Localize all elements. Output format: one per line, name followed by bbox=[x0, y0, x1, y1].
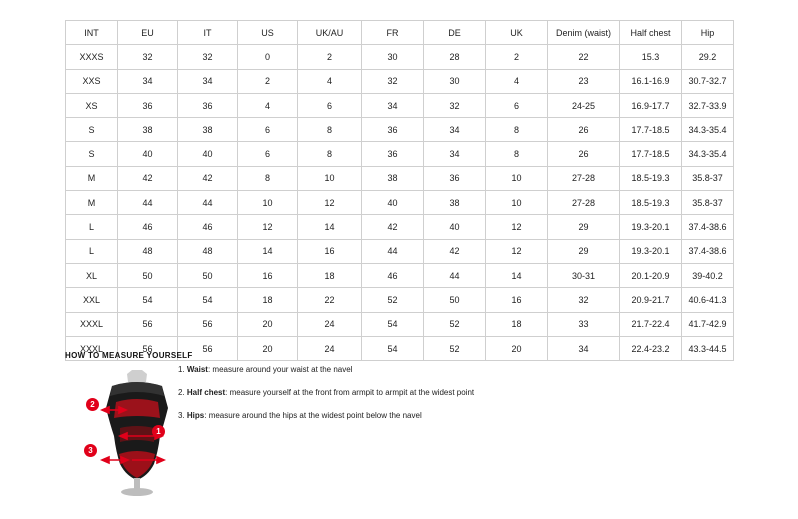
table-cell: 52 bbox=[424, 312, 486, 336]
column-header: DE bbox=[424, 21, 486, 45]
table-cell: 22 bbox=[298, 288, 362, 312]
table-cell: 29.2 bbox=[682, 45, 734, 69]
table-cell: 20 bbox=[238, 312, 298, 336]
table-row bbox=[66, 118, 734, 142]
table-cell: 56 bbox=[178, 336, 238, 360]
table-cell: 4 bbox=[298, 69, 362, 93]
table-row bbox=[66, 215, 734, 239]
table-cell: 16 bbox=[298, 239, 362, 263]
column-header: UK/AU bbox=[298, 21, 362, 45]
table-row bbox=[66, 312, 734, 336]
column-header: Denim (waist) bbox=[548, 21, 620, 45]
table-cell: XXXL bbox=[66, 336, 118, 360]
table-cell: 36 bbox=[118, 93, 178, 117]
table-cell: 38 bbox=[178, 118, 238, 142]
instruction-item-3 bbox=[178, 410, 598, 422]
table-cell: 56 bbox=[118, 336, 178, 360]
instruction-text: : measure around the hips at the widest point below the navel bbox=[204, 411, 422, 420]
table-cell: 40 bbox=[178, 142, 238, 166]
table-cell: 4 bbox=[486, 69, 548, 93]
table-cell: 19.3-20.1 bbox=[620, 239, 682, 263]
table-row bbox=[66, 166, 734, 190]
instruction-number: 3. bbox=[178, 411, 185, 420]
callout-marker-2: 2 bbox=[86, 398, 99, 411]
table-cell: 44 bbox=[424, 263, 486, 287]
table-cell: 10 bbox=[238, 191, 298, 215]
table-cell: 20.9-21.7 bbox=[620, 288, 682, 312]
table-cell: 12 bbox=[486, 215, 548, 239]
table-cell: 8 bbox=[486, 142, 548, 166]
table-cell: 34 bbox=[548, 336, 620, 360]
table-cell: 30 bbox=[362, 45, 424, 69]
table-cell: 2 bbox=[298, 45, 362, 69]
table-cell: 24 bbox=[298, 312, 362, 336]
table-cell: 26 bbox=[548, 142, 620, 166]
table-cell: 54 bbox=[118, 288, 178, 312]
table-cell: 12 bbox=[486, 239, 548, 263]
table-cell: 28 bbox=[424, 45, 486, 69]
table-cell: S bbox=[66, 142, 118, 166]
table-cell: 14 bbox=[486, 263, 548, 287]
table-cell: 40 bbox=[362, 191, 424, 215]
table-cell: 52 bbox=[424, 336, 486, 360]
instruction-number: 2. bbox=[178, 388, 185, 397]
table-cell: 46 bbox=[362, 263, 424, 287]
table-cell: 44 bbox=[118, 191, 178, 215]
table-cell: XXS bbox=[66, 69, 118, 93]
instruction-item-1 bbox=[178, 364, 598, 376]
table-row bbox=[66, 93, 734, 117]
table-cell: 50 bbox=[178, 263, 238, 287]
table-cell: 34 bbox=[362, 93, 424, 117]
table-cell: 40 bbox=[118, 142, 178, 166]
table-cell: 16 bbox=[238, 263, 298, 287]
instruction-text: : measure around your waist at the navel bbox=[207, 365, 353, 374]
table-cell: 30 bbox=[424, 69, 486, 93]
table-cell: 32.7-33.9 bbox=[682, 93, 734, 117]
table-cell: 22 bbox=[548, 45, 620, 69]
table-cell: 10 bbox=[486, 191, 548, 215]
table-cell: 34.3-35.4 bbox=[682, 118, 734, 142]
table-cell: 12 bbox=[298, 191, 362, 215]
table-cell: 10 bbox=[298, 166, 362, 190]
table-cell: 22.4-23.2 bbox=[620, 336, 682, 360]
instruction-term: Hips bbox=[186, 411, 205, 420]
measure-instructions bbox=[178, 364, 598, 433]
column-header: IT bbox=[178, 21, 238, 45]
table-cell: 50 bbox=[118, 263, 178, 287]
table-cell: 48 bbox=[118, 239, 178, 263]
table-cell: 35.8-37 bbox=[682, 166, 734, 190]
column-header: UK bbox=[486, 21, 548, 45]
column-header: INT bbox=[66, 21, 118, 45]
table-row bbox=[66, 45, 734, 69]
table-cell: 43.3-44.5 bbox=[682, 336, 734, 360]
table-cell: 40 bbox=[424, 215, 486, 239]
table-cell: 16.9-17.7 bbox=[620, 93, 682, 117]
table-cell: 2 bbox=[238, 69, 298, 93]
column-header: EU bbox=[118, 21, 178, 45]
table-row bbox=[66, 142, 734, 166]
table-cell: 32 bbox=[362, 69, 424, 93]
table-cell: 17.7-18.5 bbox=[620, 118, 682, 142]
table-cell: 15.3 bbox=[620, 45, 682, 69]
table-cell: XXXL bbox=[66, 312, 118, 336]
table-cell: 18.5-19.3 bbox=[620, 166, 682, 190]
table-cell: 8 bbox=[298, 118, 362, 142]
table-cell: 8 bbox=[298, 142, 362, 166]
table-cell: 17.7-18.5 bbox=[620, 142, 682, 166]
column-header: Hip bbox=[682, 21, 734, 45]
table-cell: 6 bbox=[238, 118, 298, 142]
table-cell: 10 bbox=[486, 166, 548, 190]
table-cell: 18 bbox=[486, 312, 548, 336]
table-cell: 34 bbox=[118, 69, 178, 93]
table-cell: 56 bbox=[178, 312, 238, 336]
callout-marker-1: 1 bbox=[152, 425, 165, 438]
table-header-row bbox=[66, 21, 734, 45]
table-cell: 24-25 bbox=[548, 93, 620, 117]
table-cell: 34.3-35.4 bbox=[682, 142, 734, 166]
column-header: FR bbox=[362, 21, 424, 45]
instruction-number: 1. bbox=[178, 365, 185, 374]
table-cell: XS bbox=[66, 93, 118, 117]
table-cell: 56 bbox=[118, 312, 178, 336]
table-row bbox=[66, 69, 734, 93]
table-cell: 35.8-37 bbox=[682, 191, 734, 215]
table-cell: 0 bbox=[238, 45, 298, 69]
table-cell: 16 bbox=[486, 288, 548, 312]
table-cell: 29 bbox=[548, 239, 620, 263]
table-cell: 26 bbox=[548, 118, 620, 142]
table-cell: S bbox=[66, 118, 118, 142]
table-cell: 40.6-41.3 bbox=[682, 288, 734, 312]
table-cell: 44 bbox=[178, 191, 238, 215]
table-cell: 34 bbox=[178, 69, 238, 93]
table-cell: 54 bbox=[362, 336, 424, 360]
how-to-measure-title: HOW TO MEASURE YOURSELF bbox=[65, 351, 193, 360]
table-cell: 8 bbox=[238, 166, 298, 190]
table-cell: 18.5-19.3 bbox=[620, 191, 682, 215]
table-cell: 34 bbox=[424, 118, 486, 142]
column-header: US bbox=[238, 21, 298, 45]
table-cell: 42 bbox=[178, 166, 238, 190]
table-cell: 42 bbox=[118, 166, 178, 190]
table-row bbox=[66, 239, 734, 263]
instruction-term: Half chest bbox=[186, 388, 226, 397]
table-cell: 2 bbox=[486, 45, 548, 69]
table-cell: 29 bbox=[548, 215, 620, 239]
table-cell: 44 bbox=[362, 239, 424, 263]
table-cell: 20 bbox=[238, 336, 298, 360]
table-cell: 27-28 bbox=[548, 166, 620, 190]
table-cell: XXXS bbox=[66, 45, 118, 69]
table-cell: 41.7-42.9 bbox=[682, 312, 734, 336]
table-cell: 38 bbox=[424, 191, 486, 215]
instruction-item-2 bbox=[178, 387, 598, 399]
table-cell: 38 bbox=[362, 166, 424, 190]
table-cell: XL bbox=[66, 263, 118, 287]
table-cell: M bbox=[66, 166, 118, 190]
table-cell: 46 bbox=[178, 215, 238, 239]
table-cell: 38 bbox=[118, 118, 178, 142]
table-cell: 54 bbox=[178, 288, 238, 312]
table-cell: 14 bbox=[298, 215, 362, 239]
instruction-text: : measure yourself at the front from armpit to armpit at the widest point bbox=[225, 388, 475, 397]
table-cell: 42 bbox=[424, 239, 486, 263]
table-cell: XXL bbox=[66, 288, 118, 312]
table-cell: 37.4-38.6 bbox=[682, 239, 734, 263]
table-cell: 6 bbox=[298, 93, 362, 117]
table-cell: 32 bbox=[178, 45, 238, 69]
table-cell: 30.7-32.7 bbox=[682, 69, 734, 93]
table-cell: 52 bbox=[362, 288, 424, 312]
table-cell: 46 bbox=[118, 215, 178, 239]
table-cell: 32 bbox=[424, 93, 486, 117]
instruction-term: Waist bbox=[186, 365, 208, 374]
column-header: Half chest bbox=[620, 21, 682, 45]
table-cell: 12 bbox=[238, 215, 298, 239]
table-cell: 21.7-22.4 bbox=[620, 312, 682, 336]
table-cell: 24 bbox=[298, 336, 362, 360]
table-cell: 20 bbox=[486, 336, 548, 360]
table-cell: 18 bbox=[238, 288, 298, 312]
table-cell: M bbox=[66, 191, 118, 215]
table-cell: 6 bbox=[486, 93, 548, 117]
table-cell: 36 bbox=[424, 166, 486, 190]
table-cell: 34 bbox=[424, 142, 486, 166]
table-cell: 18 bbox=[298, 263, 362, 287]
size-conversion-table bbox=[65, 20, 734, 361]
table-cell: 36 bbox=[362, 142, 424, 166]
table-cell: 4 bbox=[238, 93, 298, 117]
table-cell: 32 bbox=[118, 45, 178, 69]
table-cell: 54 bbox=[362, 312, 424, 336]
table-cell: 39-40.2 bbox=[682, 263, 734, 287]
table-cell: 36 bbox=[362, 118, 424, 142]
table-cell: L bbox=[66, 239, 118, 263]
table-cell: 33 bbox=[548, 312, 620, 336]
table-cell: 8 bbox=[486, 118, 548, 142]
table-cell: 30-31 bbox=[548, 263, 620, 287]
table-cell: L bbox=[66, 215, 118, 239]
table-cell: 36 bbox=[178, 93, 238, 117]
table-cell: 32 bbox=[548, 288, 620, 312]
table-cell: 6 bbox=[238, 142, 298, 166]
table-cell: 42 bbox=[362, 215, 424, 239]
table-cell: 23 bbox=[548, 69, 620, 93]
table-cell: 50 bbox=[424, 288, 486, 312]
table-cell: 20.1-20.9 bbox=[620, 263, 682, 287]
table-cell: 16.1-16.9 bbox=[620, 69, 682, 93]
table-cell: 48 bbox=[178, 239, 238, 263]
table-row bbox=[66, 288, 734, 312]
table-cell: 19.3-20.1 bbox=[620, 215, 682, 239]
table-cell: 14 bbox=[238, 239, 298, 263]
table-cell: 37.4-38.6 bbox=[682, 215, 734, 239]
table-row bbox=[66, 191, 734, 215]
table-row bbox=[66, 263, 734, 287]
callout-marker-3: 3 bbox=[84, 444, 97, 457]
table-cell: 27-28 bbox=[548, 191, 620, 215]
